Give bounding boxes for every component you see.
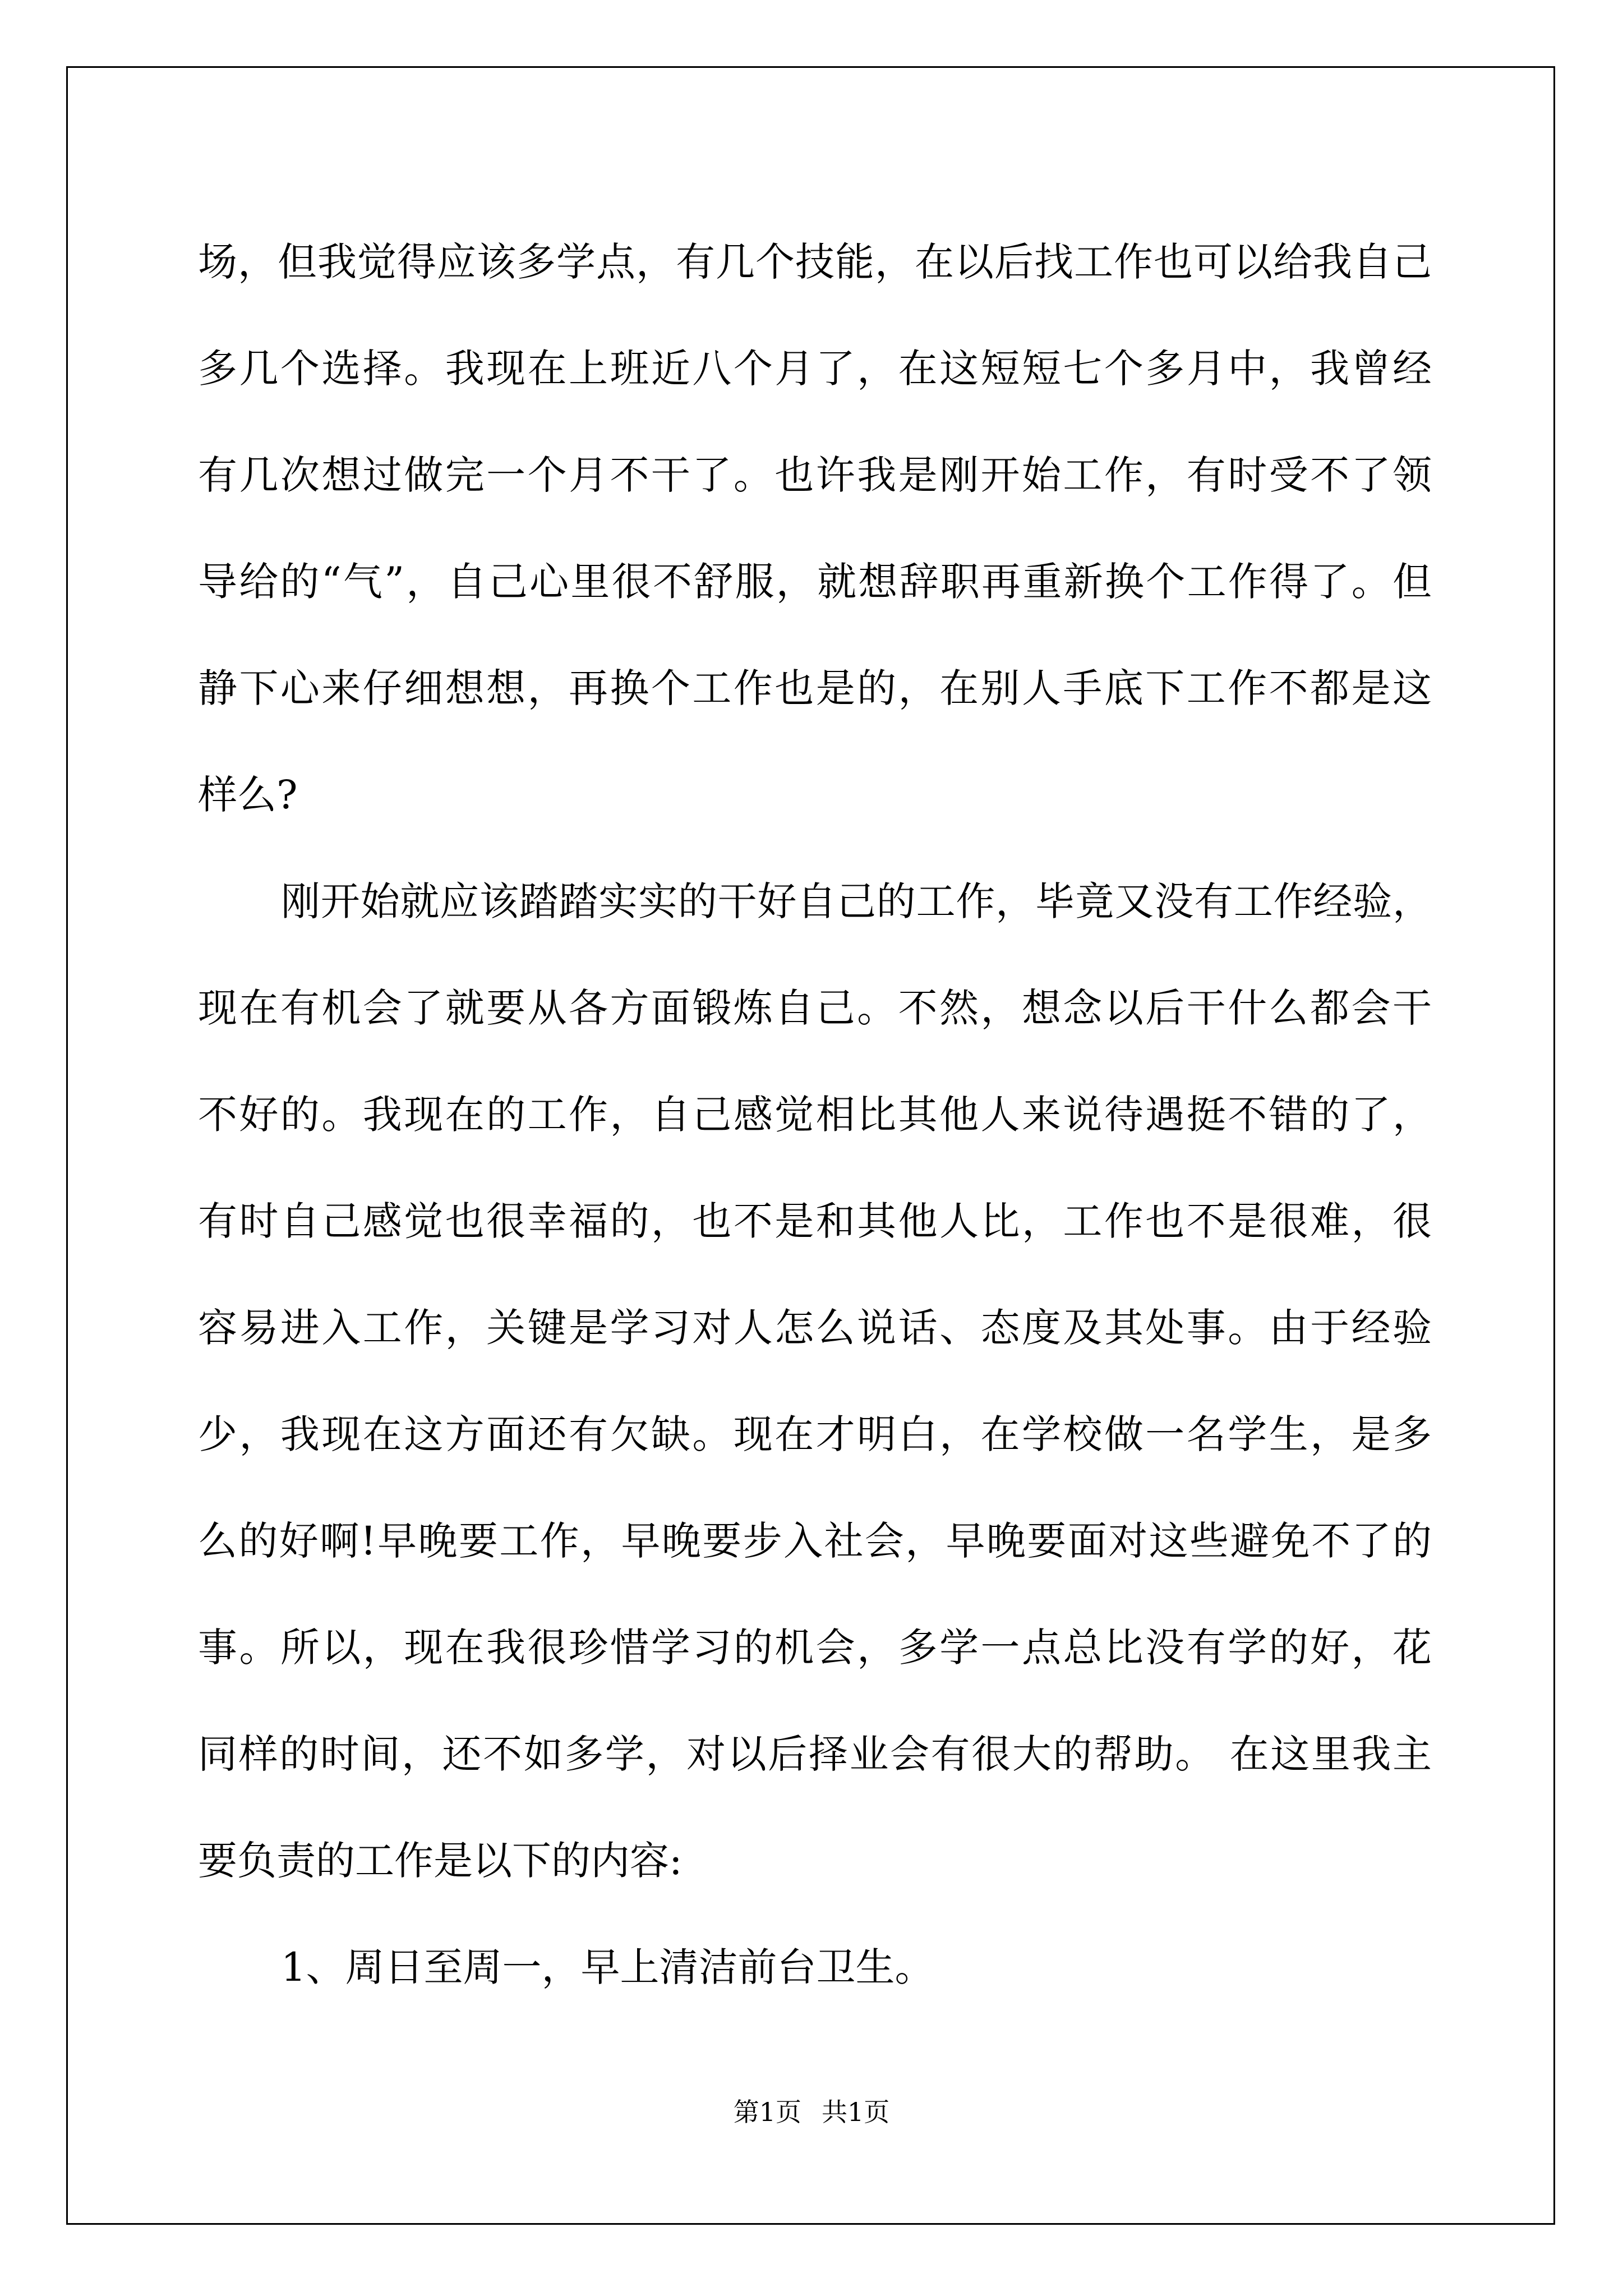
text-line: 不好的。我现在的工作，自己感觉相比其他人来说待遇挺不错的了， [198, 1092, 1432, 1138]
text-line: 导给的“气”，自己心里很不舒服，就想辞职再重新换个工作得了。但 [198, 559, 1432, 605]
text-line: 容易进入工作，关键是学习对人怎么说话、态度及其处事。由于经验 [198, 1305, 1432, 1351]
text-line: 场，但我觉得应该多学点，有几个技能，在以后找工作也可以给我自己 [198, 239, 1432, 285]
text-line: 刚开始就应该踏踏实实的干好自己的工作，毕竟又没有工作经验， [281, 878, 1432, 924]
page-footer [0, 2095, 1623, 2129]
text-line: 现在有机会了就要从各方面锻炼自己。不然，想念以后干什么都会干 [198, 985, 1432, 1031]
text-line: 静下心来仔细想想，再换个工作也是的，在别人手底下工作不都是这 [198, 665, 1432, 711]
text-line: 有时自己感觉也很幸福的，也不是和其他人比，工作也不是很难，很 [198, 1198, 1432, 1244]
text-line: 事。所以，现在我很珍惜学习的机会，多学一点总比没有学的好，花 [198, 1625, 1432, 1671]
text-line: 有几次想过做完一个月不干了。也许我是刚开始工作，有时受不了领 [198, 452, 1432, 498]
text-line: 1、周日至周一，早上清洁前台卫生。 [281, 1944, 934, 1990]
page-number-current: 第1页 [733, 2097, 801, 2127]
text-line: 要负责的工作是以下的内容: [198, 1838, 683, 1884]
document-body [198, 209, 1432, 2021]
text-line: 么的好啊!早晚要工作，早晚要步入社会，早晚要面对这些避免不了的 [198, 1518, 1432, 1564]
text-line: 同样的时间，还不如多学，对以后择业会有很大的帮助。 在这里我主 [198, 1731, 1432, 1777]
text-line: 少，我现在这方面还有欠缺。现在才明白，在学校做一名学生，是多 [198, 1411, 1432, 1457]
page-number-total: 共1页 [822, 2097, 890, 2127]
text-line: 多几个选择。我现在上班近八个月了，在这短短七个多月中，我曾经 [198, 346, 1432, 392]
text-line: 样么? [198, 772, 298, 818]
